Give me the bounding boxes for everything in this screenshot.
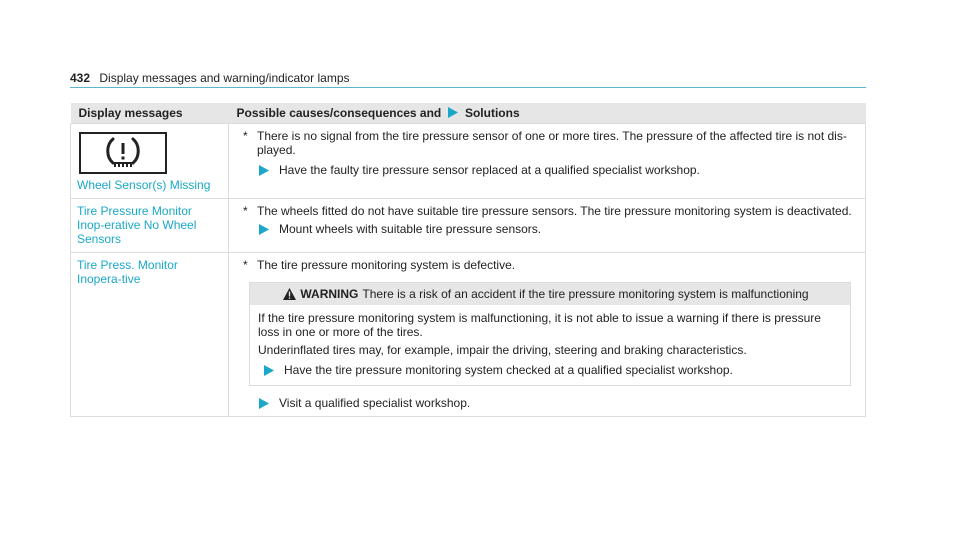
header-divider — [70, 87, 866, 88]
page-number: 432 — [70, 71, 91, 85]
col-header-suffix: Solutions — [464, 106, 520, 120]
cause-text: The wheels fitted do not have suitable tire pressure sensors. The tire pressure monitoring system is deactivated. — [257, 204, 852, 218]
col-header-display-messages: Display messages — [71, 103, 229, 124]
col-header-causes-solutions — [229, 103, 866, 124]
warning-header — [250, 283, 850, 305]
solution-text: Mount wheels with suitable tire pressure sensors. — [279, 222, 542, 236]
cause-cell — [229, 199, 866, 253]
table-row — [71, 124, 866, 199]
col-header-prefix: Possible causes/consequences and — [236, 106, 442, 120]
message-cell — [71, 124, 229, 199]
warning-label: WARNING — [300, 287, 359, 301]
warning-text: If the tire pressure monitoring system is malfunctioning, it is not able to issue a warning if there is pressure loss in one or more of the tires. — [258, 311, 821, 339]
warning-title: There is a risk of an accident if the tire pressure monitoring system is malfunctioning — [362, 287, 809, 301]
solution-arrow-icon — [257, 224, 271, 235]
message-text: Tire Press. Monitor Inopera-tive — [77, 258, 178, 286]
solution-arrow-icon — [448, 107, 458, 118]
warning-text: Underinflated tires may, for example, impair the driving, steering and braking characteristics. — [258, 343, 747, 357]
message-cell — [71, 253, 229, 417]
bullet: * — [243, 258, 248, 272]
warning-action-text: Have the tire pressure monitoring system checked at a qualified specialist workshop. — [284, 363, 733, 377]
cause-text: There is no signal from the tire pressure sensor of one or more tires. The pressure of the affected tire is not dis-played. — [257, 129, 847, 157]
table-row — [71, 253, 866, 417]
solution-text: Visit a qualified specialist workshop. — [279, 396, 471, 410]
warning-body — [250, 305, 850, 385]
message-text: Wheel Sensor(s) Missing — [77, 178, 211, 192]
display-messages-table — [70, 103, 866, 417]
solution-arrow-icon — [262, 365, 276, 376]
table-header-row — [71, 103, 866, 124]
message-text: Tire Pressure Monitor Inop-erative No Wheel Sensors — [77, 204, 197, 246]
table-row — [71, 199, 866, 253]
page-header — [70, 71, 350, 85]
page-header-title: Display messages and warning/indicator lamps — [99, 71, 350, 85]
solution-text: Have the faulty tire pressure sensor replaced at a qualified specialist workshop. — [279, 163, 700, 177]
warning-box — [249, 282, 851, 386]
bullet: * — [243, 129, 248, 143]
cause-cell — [229, 124, 866, 199]
cause-text: The tire pressure monitoring system is defective. — [257, 258, 516, 272]
tire-pressure-warning-icon — [79, 132, 167, 174]
warning-triangle-icon — [283, 288, 296, 300]
solution-arrow-icon — [257, 398, 271, 409]
solution-arrow-icon — [257, 165, 271, 176]
message-cell — [71, 199, 229, 253]
cause-cell — [229, 253, 866, 417]
bullet: * — [243, 204, 248, 218]
